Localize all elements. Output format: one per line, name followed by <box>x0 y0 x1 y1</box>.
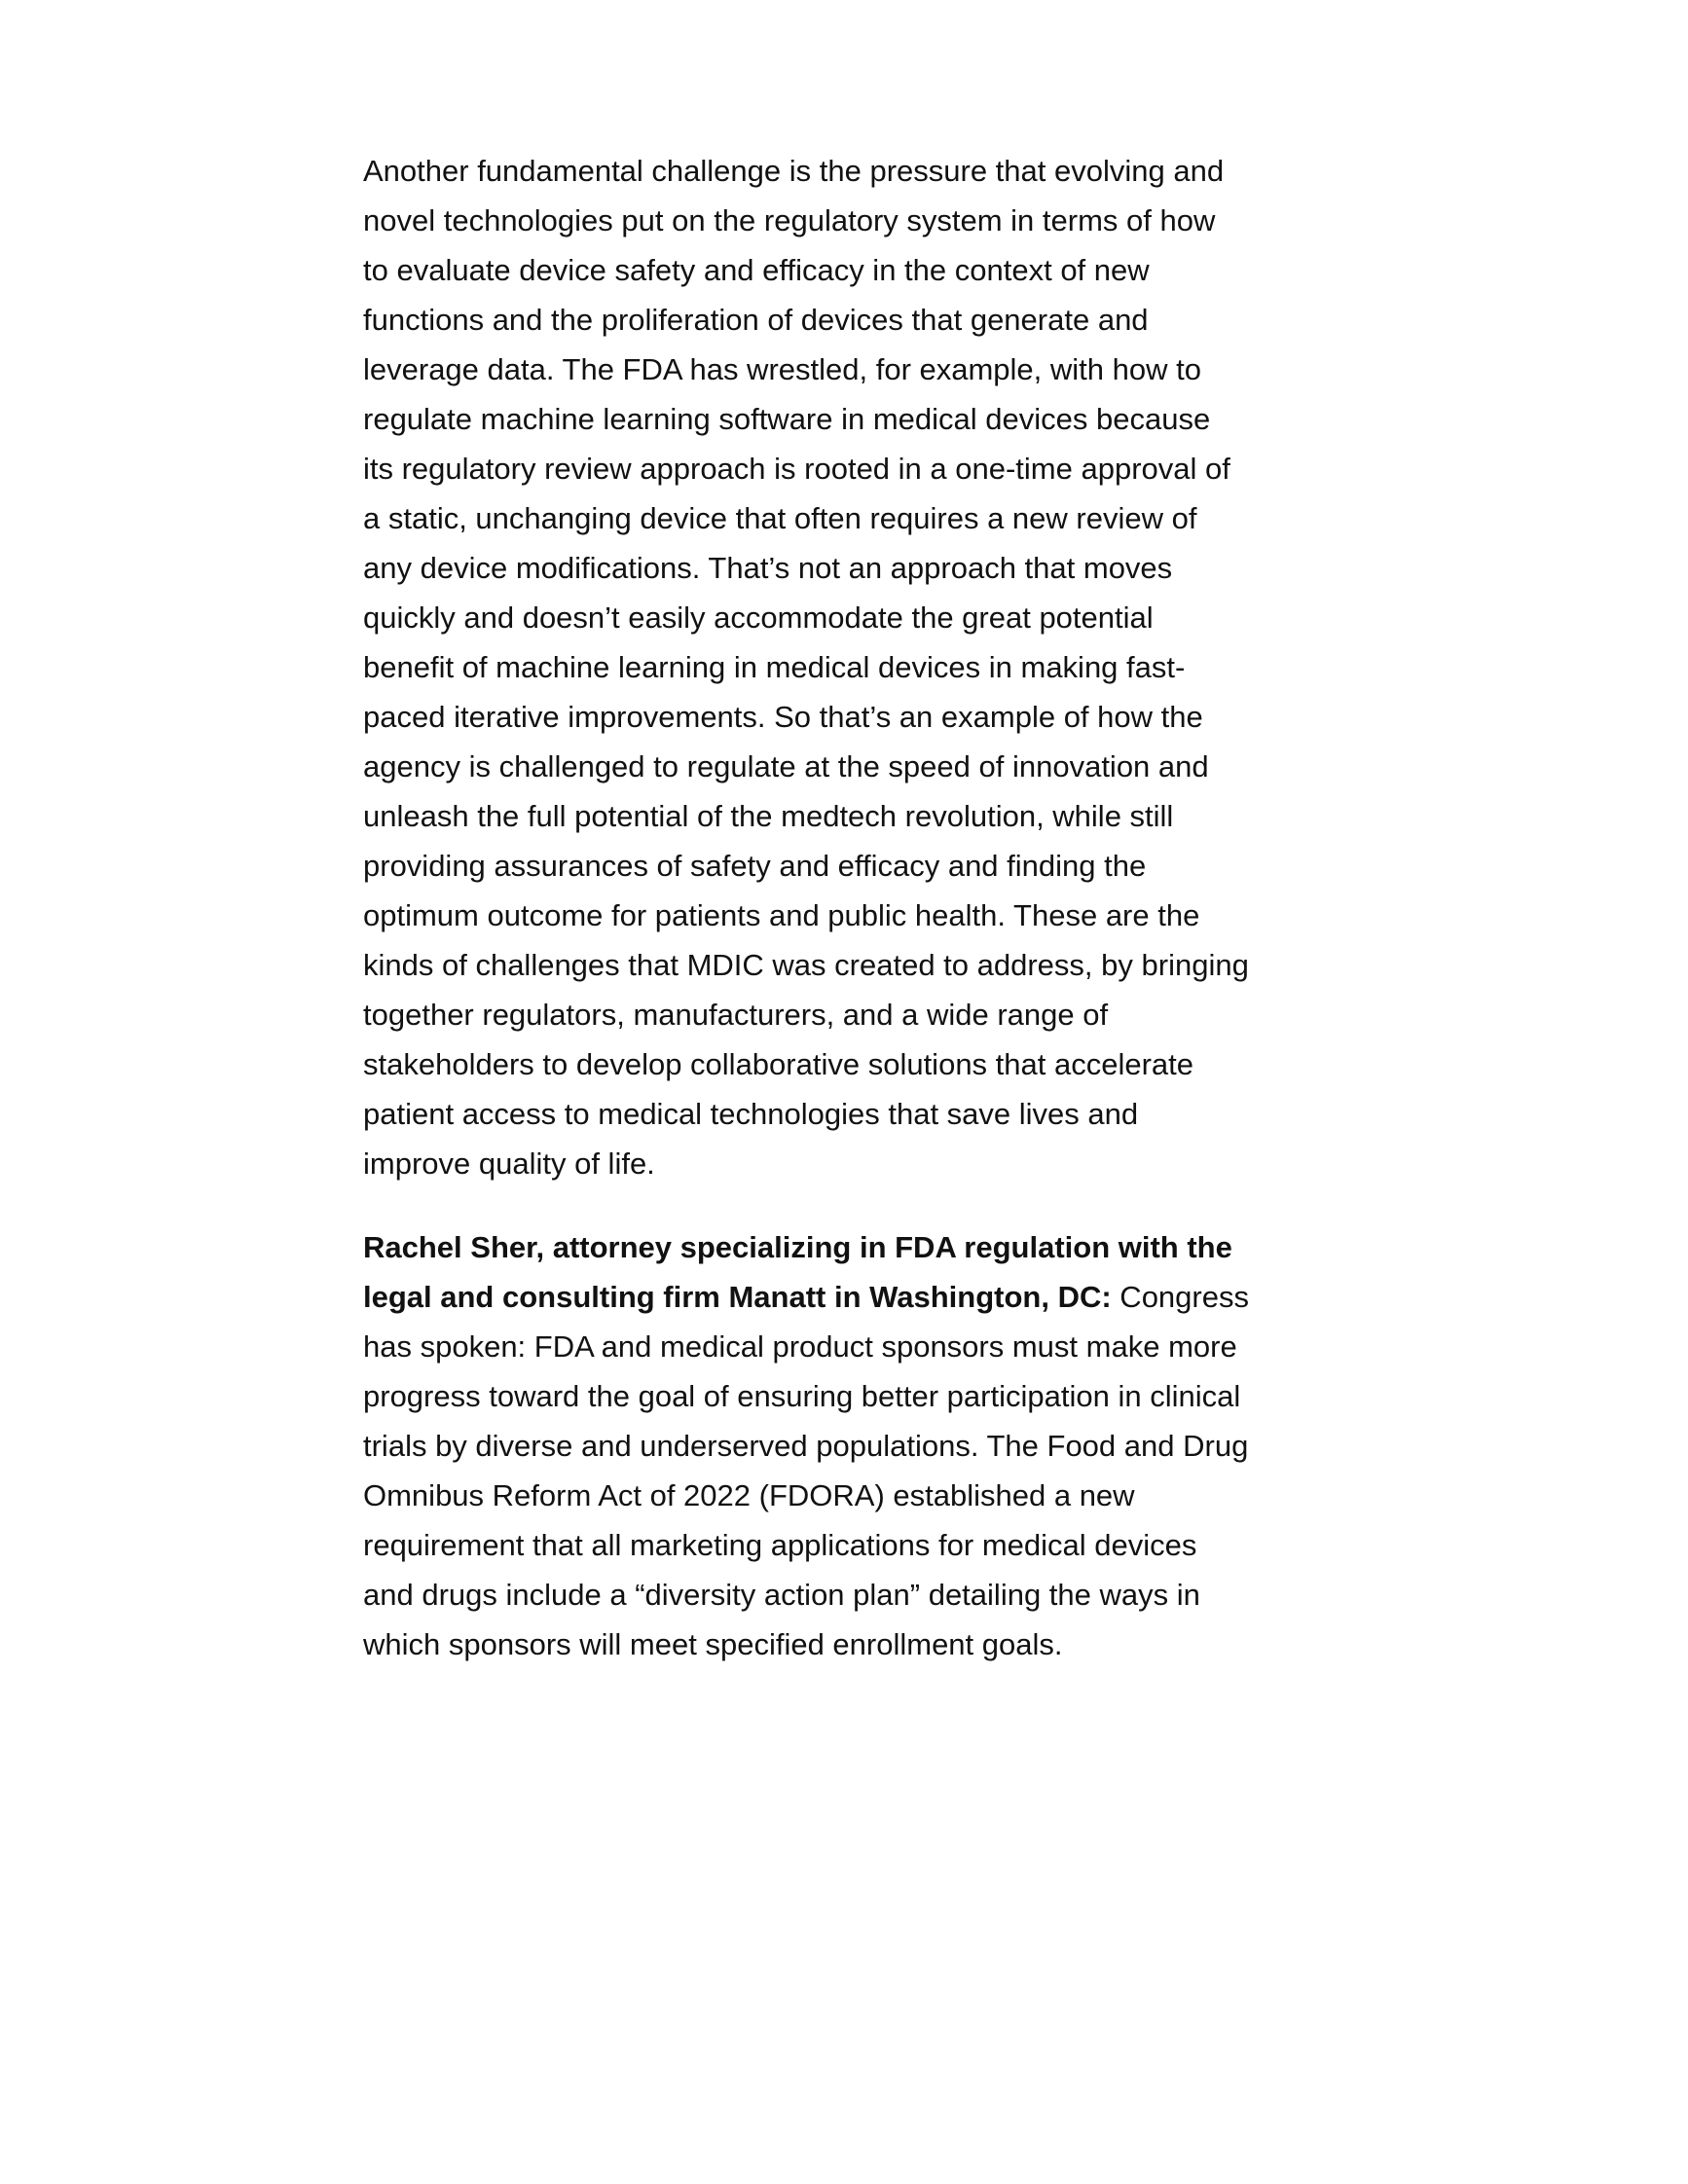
interview-answer: Congress has spoken: FDA and medical product sponsors must make more progress toward the goal of ensuring better participation in clinical trials by diverse and underserved populations. The Food and Drug Omnibus Reform Act of 2022 (FDORA) established a new requirement that all marketing applications for medical devices and drugs include a “diversity action plan” detailing the ways in which sponsors will meet specified enrollment goals. <box>363 1280 1249 1661</box>
document-body <box>363 146 1337 1669</box>
speaker-attribution: Rachel Sher, attorney specializing in FDA regulation with the legal and consulting firm Manatt in Washington, DC: <box>363 1230 1232 1314</box>
interview-paragraph <box>363 1222 1337 1669</box>
body-paragraph: Another fundamental challenge is the pressure that evolving and novel technologies put on the regulatory system in terms of how to evaluate device safety and efficacy in the context of new functions and the proliferation of devices that generate and leverage data. The FDA has wrestled, for example, with how to regulate machine learning software in medical devices because its regulatory review approach is rooted in a one-time approval of a static, unchanging device that often requires a new review of any device modifications. That’s not an approach that moves quickly and doesn’t easily accommodate the great potential benefit of machine learning in medical devices in making fast- paced iterative improvements. So that’s an example of how the agency is challenged to regulate at the speed of innovation and unleash the full potential of the medtech revolution, while still providing assurances of safety and efficacy and finding the optimum outcome for patients and public health. These are the kinds of challenges that MDIC was created to address, by bringing together regulators, manufacturers, and a wide range of stakeholders to develop collaborative solutions that accelerate patient access to medical technologies that save lives and improve quality of life. <box>363 154 1249 1181</box>
